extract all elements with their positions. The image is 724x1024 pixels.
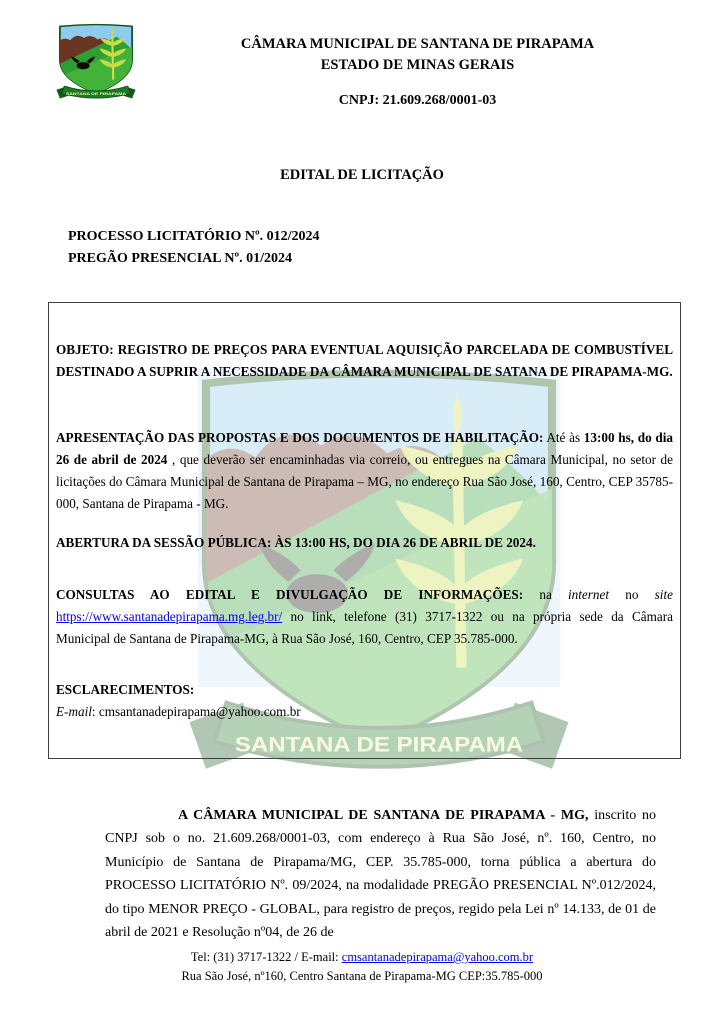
body-text: inscrito no CNPJ sob o no. 21.609.268/0001-03, com endereço à Rua São José, nº. 160, Centro, no Município de Santana de Pirapama/MG, CEP. 35.785-000, torna pública a abertura do PROCESSO LICITATÓRIO Nº. 09/2024, na modalidade PREGÃO PRESENCIAL Nº.012/2024, do tipo MENOR PREÇO - GLOBAL, para registro de preços, regido pela Lei nº 14.133, de 01 de abril de 2021 e Resolução nº04, de 26 de [105, 808, 656, 941]
footer-contact-line [0, 948, 724, 967]
pregao-number-line: PREGÃO PRESENCIAL Nº. 01/2024 [68, 251, 292, 266]
consultas-rest: no link, telefone (31) 3717-1322 ou na própria sede da Câmara Municipal de Santana de Pirapama-MG, à Rua São José, 160, Centro, CEP 35.785-000. [56, 609, 673, 646]
consultas-no: no [625, 587, 655, 602]
coat-of-arms-icon [53, 22, 139, 104]
body-intro-bold: A CÂMARA MUNICIPAL DE SANTANA DE PIRAPAMA - MG, [178, 808, 589, 823]
footer-address-line: Rua São José, nº160, Centro Santana de Pirapama-MG CEP:35.785-000 [181, 969, 543, 983]
apresentacao-label: APRESENTAÇÃO DAS PROPOSTAS E DOS DOCUMENTOS DE HABILITAÇÃO: [56, 430, 544, 445]
process-number-line: PROCESSO LICITATÓRIO Nº. 012/2024 [68, 229, 320, 244]
footer-tel-prefix: Tel: (31) 3717-1322 / E-mail: [190, 950, 342, 964]
consultas-label: CONSULTAS AO EDITAL E DIVULGAÇÃO DE INFORMAÇÕES: [56, 587, 524, 602]
letterhead [140, 34, 695, 111]
website-link[interactable]: https://www.santanadepirapama.mg.leg.br/ [56, 609, 283, 624]
org-name-line1: CÂMARA MUNICIPAL DE SANTANA DE PIRAPAMA [240, 36, 595, 52]
page-footer [0, 948, 724, 986]
consultas-paragraph [56, 584, 673, 650]
objeto-paragraph: OBJETO: REGISTRO DE PREÇOS PARA EVENTUAL AQUISIÇÃO PARCELADA DE COMBUSTÍVEL DESTINADO A SUPRIR A NECESSIDADE DA CÂMARA MUNICIPAL DE SATANA DE PIRAPAMA-MG. [56, 342, 673, 379]
email-value: : cmsantanadepirapama@yahoo.com.br [91, 704, 301, 719]
notice-box [48, 302, 681, 759]
consultas-site-word: site [654, 587, 673, 602]
body-paragraph [105, 804, 656, 944]
process-identification [68, 226, 319, 270]
consultas-internet-word: internet [568, 587, 610, 602]
apresentacao-pre: Até às [546, 430, 584, 445]
footer-email-link[interactable]: cmsantanadepirapama@yahoo.com.br [341, 950, 534, 964]
email-label: E-mail [56, 704, 92, 719]
esclarecimentos-label: ESCLARECIMENTOS: [56, 682, 195, 697]
apresentacao-paragraph [56, 427, 673, 515]
apresentacao-datetime: 13:00 hs, do dia 26 de abril de 2024 [56, 430, 673, 467]
org-cnpj: CNPJ: 21.609.268/0001-03 [338, 93, 497, 108]
apresentacao-rest: , que deverão ser encaminhadas via correio, ou entregues na Câmara Municipal, no setor de licitações do Câmara Municipal de Santana de Pirapama – MG, no endereço Rua São José, 160, Centro, CEP 35785-000, Santana de Pirapama - MG. [56, 452, 673, 511]
abertura-paragraph: ABERTURA DA SESSÃO PÚBLICA: ÀS 13:00 HS, DO DIA 26 DE ABRIL DE 2024. [56, 535, 536, 550]
esclarecimentos-paragraph [56, 679, 673, 723]
org-name-line2: ESTADO DE MINAS GERAIS [320, 57, 515, 73]
consultas-na: na [539, 587, 569, 602]
municipal-coat-of-arms-logo [53, 22, 139, 104]
document-title: EDITAL DE LICITAÇÃO [280, 167, 444, 183]
